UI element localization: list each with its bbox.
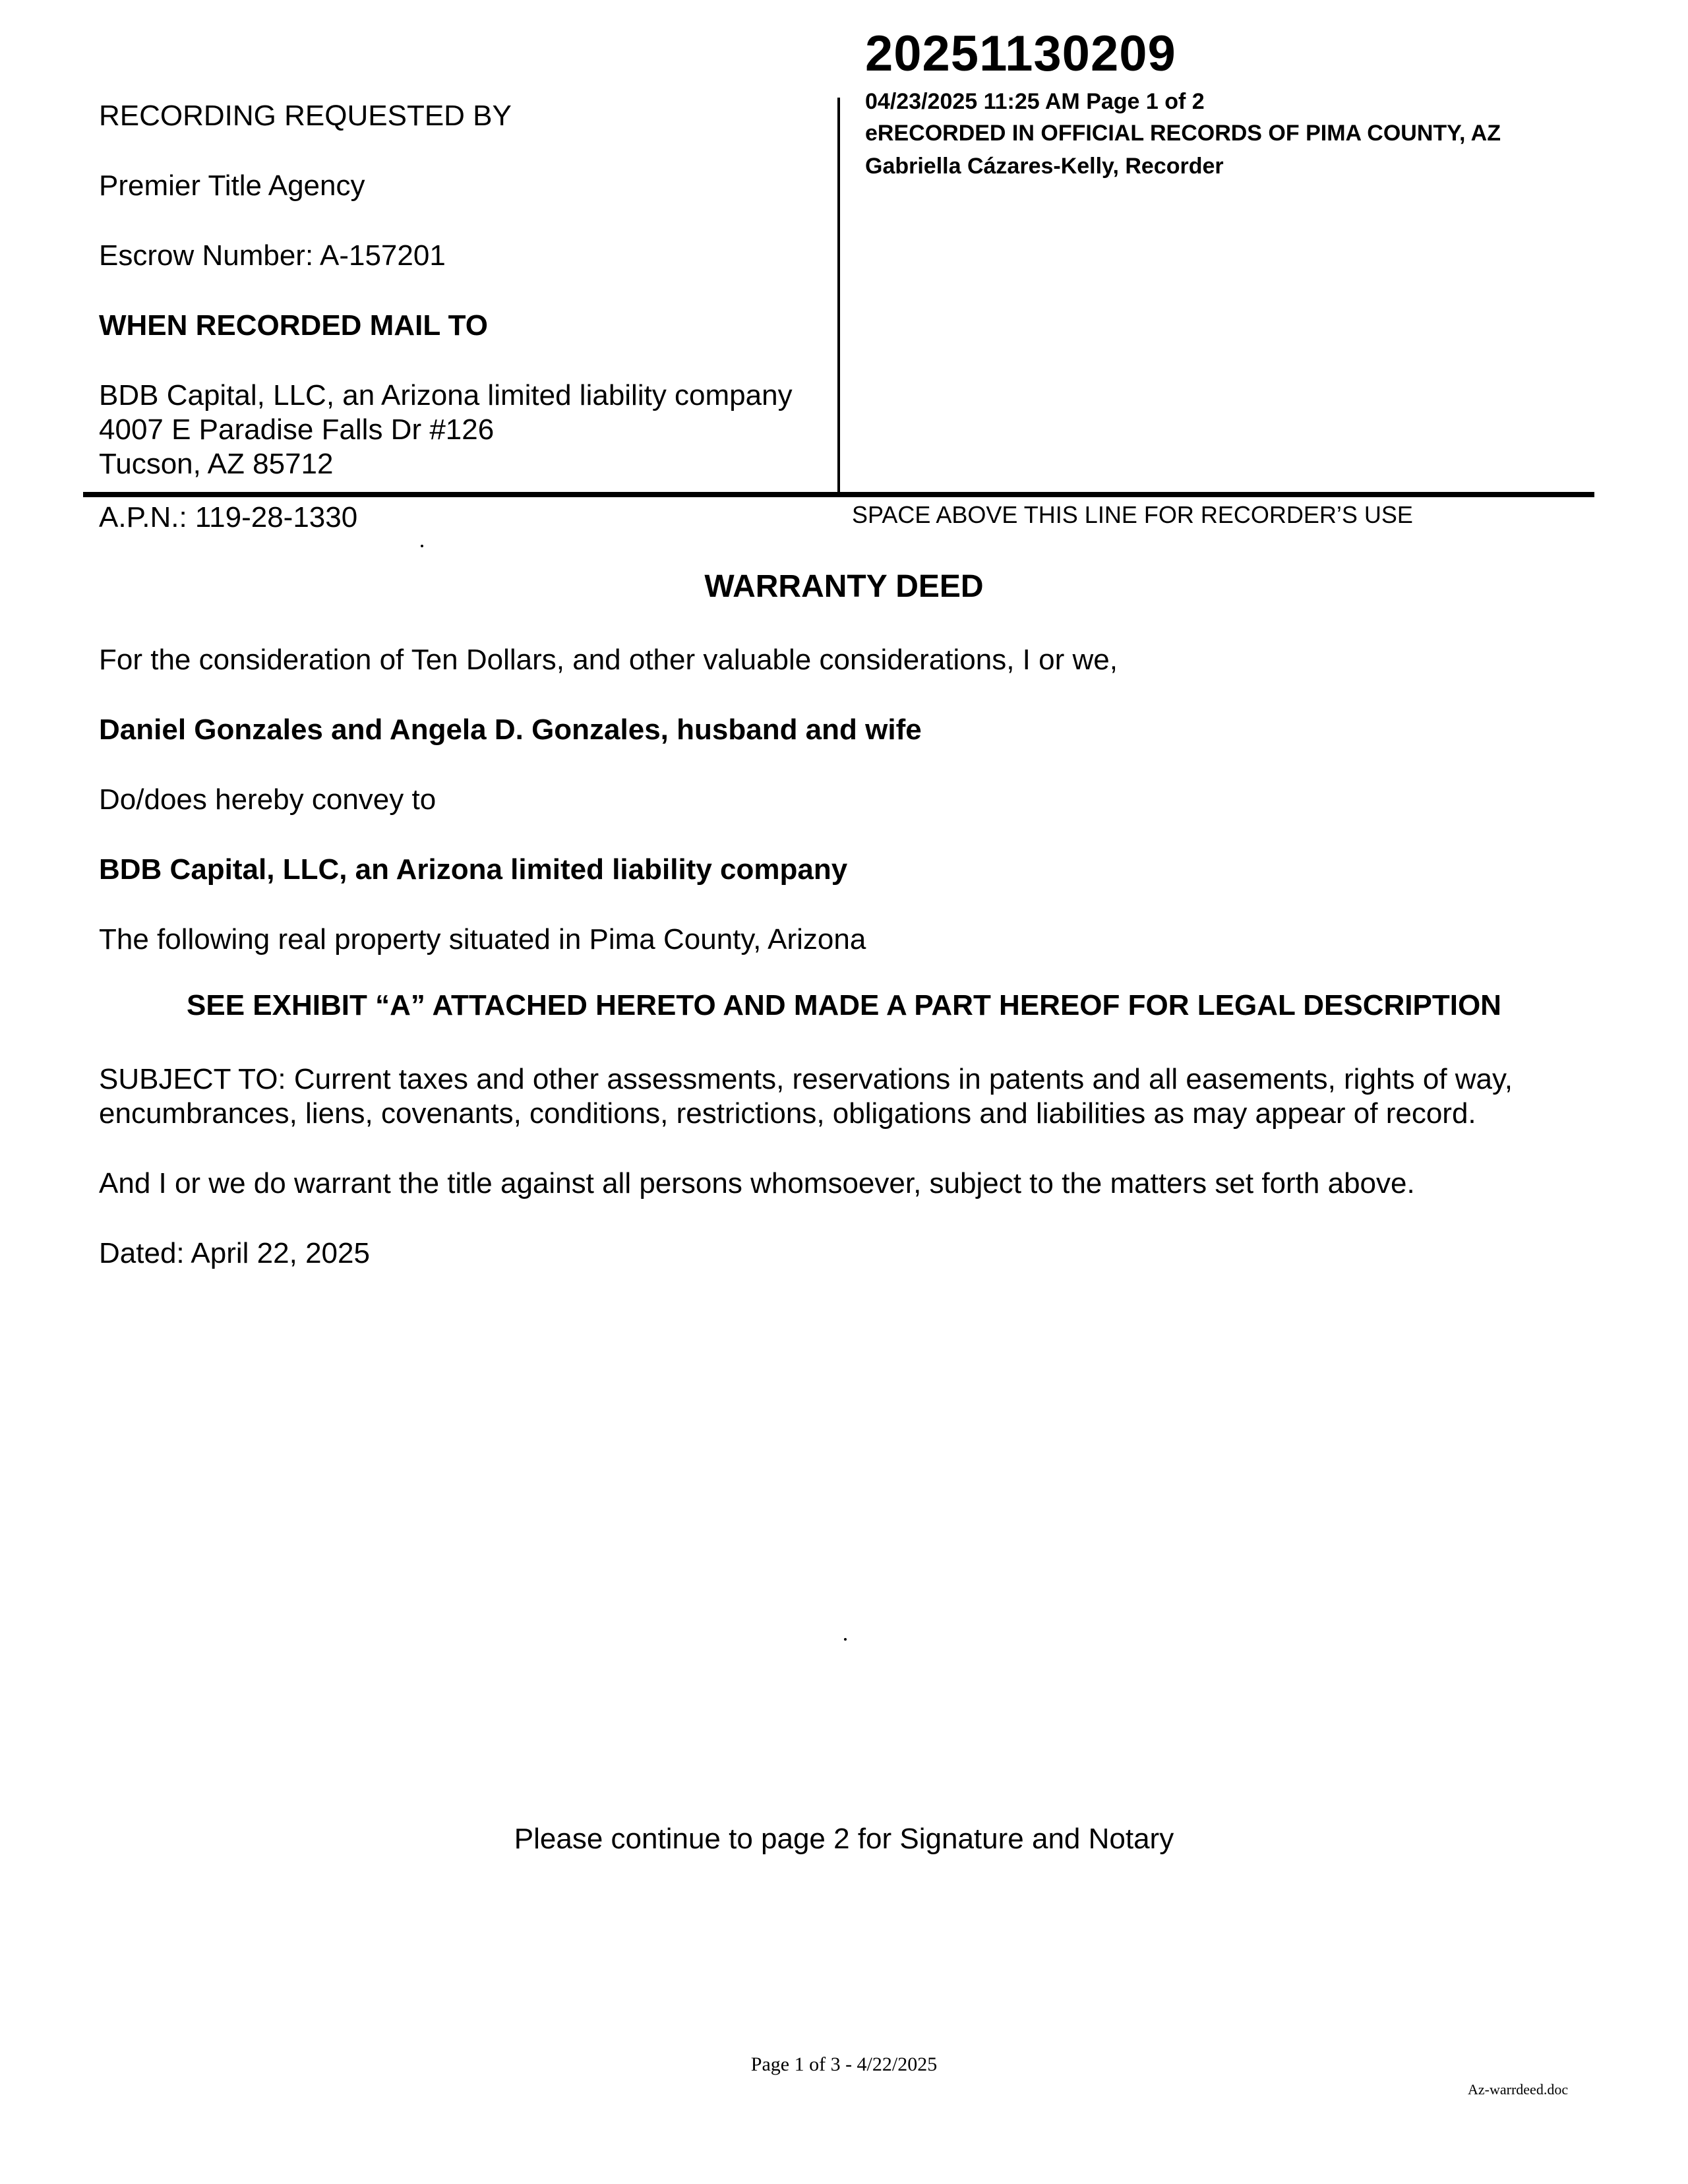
agency-name: Premier Title Agency [99,169,365,202]
header-vertical-divider [837,98,840,496]
subject-to-line-1: SUBJECT TO: Current taxes and other assessments, reservations in patents and all easements, rights of way, [99,1063,1513,1095]
exhibit-reference: SEE EXHIBIT “A” ATTACHED HERETO AND MADE A PART HEREOF FOR LEGAL DESCRIPTION [187,989,1501,1021]
continue-note: Please continue to page 2 for Signature and Notary [514,1823,1174,1855]
convey-text: Do/does hereby convey to [99,783,437,816]
stray-mark [844,1638,847,1641]
recorder-name: Gabriella Cázares-Kelly, Recorder [865,154,1224,179]
recorder-use-divider [83,492,1594,497]
apn-number: A.P.N.: 119-28-1330 [99,501,358,533]
stray-mark [421,545,423,547]
grantors: Daniel Gonzales and Angela D. Gonzales, husband and wife [99,713,922,746]
mail-to-name: BDB Capital, LLC, an Arizona limited liability company [99,379,793,411]
footer-document-name: Az-warrdeed.doc [1468,2081,1569,2098]
grantee: BDB Capital, LLC, an Arizona limited liability company [99,853,848,886]
subject-to-line-2: encumbrances, liens, covenants, conditions, restrictions, obligations and liabilities as may appear of record. [99,1097,1476,1130]
when-recorded-mail-to-label: WHEN RECORDED MAIL TO [99,309,488,342]
dated-line: Dated: April 22, 2025 [99,1237,370,1269]
mail-to-street: 4007 E Paradise Falls Dr #126 [99,413,495,446]
consideration-text: For the consideration of Ten Dollars, and other valuable considerations, I or we, [99,644,1118,676]
recording-requested-by-label: RECORDING REQUESTED BY [99,100,512,132]
mail-to-city: Tucson, AZ 85712 [99,448,334,480]
document-number: 20251130209 [865,26,1176,82]
document-title: WARRANTY DEED [704,569,984,604]
recorded-in-official-records: eRECORDED IN OFFICIAL RECORDS OF PIMA COUNTY, AZ [865,121,1501,146]
space-above-line-note: SPACE ABOVE THIS LINE FOR RECORDER’S USE [852,501,1413,528]
warranty-statement: And I or we do warrant the title against all persons whomsoever, subject to the matters set forth above. [99,1167,1415,1199]
recording-datetime-page: 04/23/2025 11:25 AM Page 1 of 2 [865,89,1205,114]
footer-page-number: Page 1 of 3 - 4/22/2025 [750,2053,938,2075]
property-location: The following real property situated in Pima County, Arizona [99,923,866,956]
escrow-number: Escrow Number: A-157201 [99,239,446,272]
